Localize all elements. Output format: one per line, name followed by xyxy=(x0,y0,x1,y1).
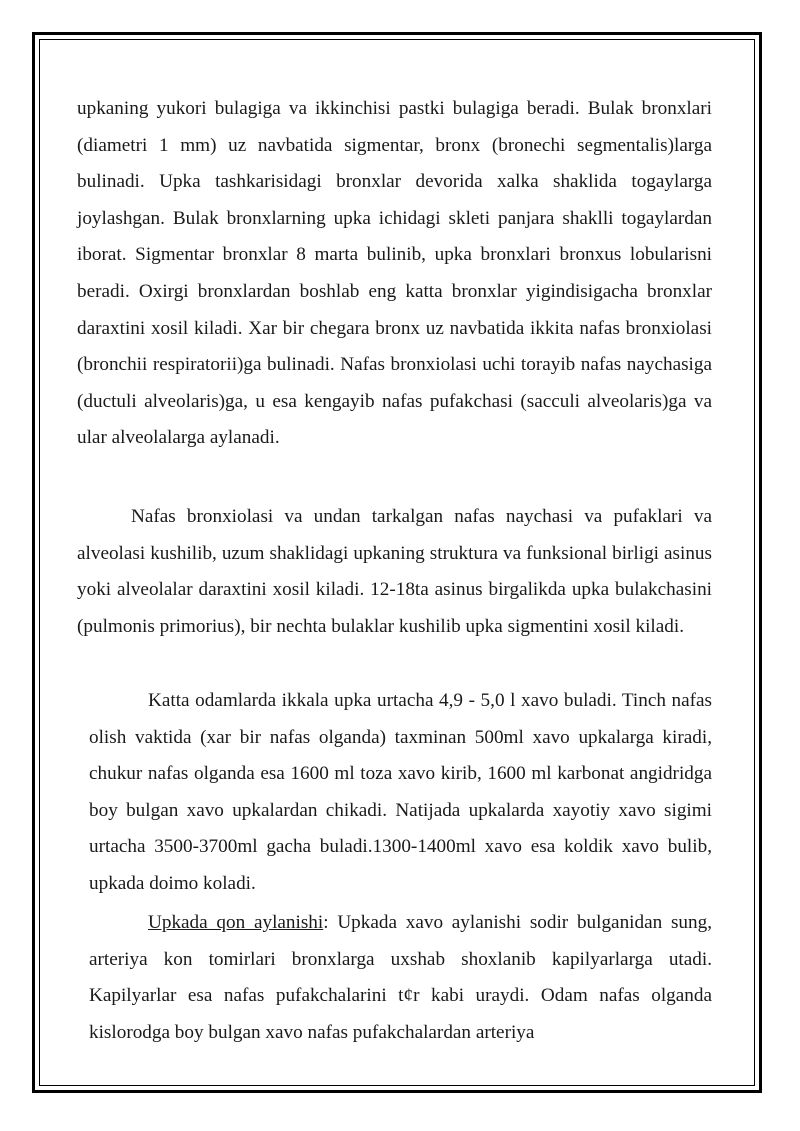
paragraph-lung-volume xyxy=(89,683,712,903)
section-heading: Upkada qon aylanishi xyxy=(148,912,324,933)
paragraph-acinus xyxy=(77,499,712,645)
paragraph-pulmonary-circulation xyxy=(89,905,712,1051)
paragraph-text: : Upkada xavo aylanishi sodir bulganidan sung, arteriya kon tomirlari bronxlarga uxshab shoxlanib kapilyarlarga utadi. Kapilyarlar esa nafas pufakchalarini t¢r kabi uraydi. Odam nafas olganda kislorodga boy bulgan xavo nafas pufakchalardan arteriya xyxy=(89,912,712,1043)
paragraph-text: upkaning yukori bulagiga va ikkinchisi pastki bulagiga beradi. Bulak bronxlari (diametri 1 mm) uz navbatida sigmentar, bronx (bronechi segmentalis)larga bulinadi. Upka tashkarisidagi bronxlar devorida xalka shaklida togaylarga joylashgan. Bulak bronxlarning upka ichidagi skleti panjara shaklli togaylardan iborat. Sigmentar bronxlar 8 marta bulinib, upka bronxlari bronxus lobularisni beradi. Oxirgi bronxlardan boshlab eng katta bronxlar yigindisigacha bronxlar daraxtini xosil kiladi. Xar bir chegara bronx uz navbatida ikkita nafas bronxiolasi (bronchii respiratorii)ga bulinadi. Nafas bronxiolasi uchi torayib nafas naychasiga (ductuli alveolaris)ga, u esa kengayib nafas pufakchasi (sacculi alveolaris)ga va ular alveolalarga aylanadi. xyxy=(77,98,712,449)
paragraph-text: Nafas bronxiolasi va undan tarkalgan nafas naychasi va pufaklari va alveolasi kushilib, uzum shaklidagi upkaning struktura va funksional birligi asinus yoki alveolalar daraxtini xosil kiladi. 12-18ta asinus birgalikda upka bulakchasini (pulmonis primorius), bir nechta bulaklar kushilib upka sigmentini xosil kiladi. xyxy=(77,506,712,637)
paragraph-bronchi-division xyxy=(77,91,712,457)
paragraph-text: Katta odamlarda ikkala upka urtacha 4,9 - 5,0 l xavo buladi. Tinch nafas olish vaktida (xar bir nafas olganda) taxminan 500ml xavo upkalarga kiradi, chukur nafas olganda esa 1600 ml toza xavo kirib, 1600 ml karbonat angidridga boy bulgan xavo upkalardan chikadi. Natijada upkalarda xayotiy xavo sigimi urtacha 3500-3700ml gacha buladi.1300-1400ml xavo esa koldik xavo bulib, upkada doimo koladi. xyxy=(89,690,712,894)
